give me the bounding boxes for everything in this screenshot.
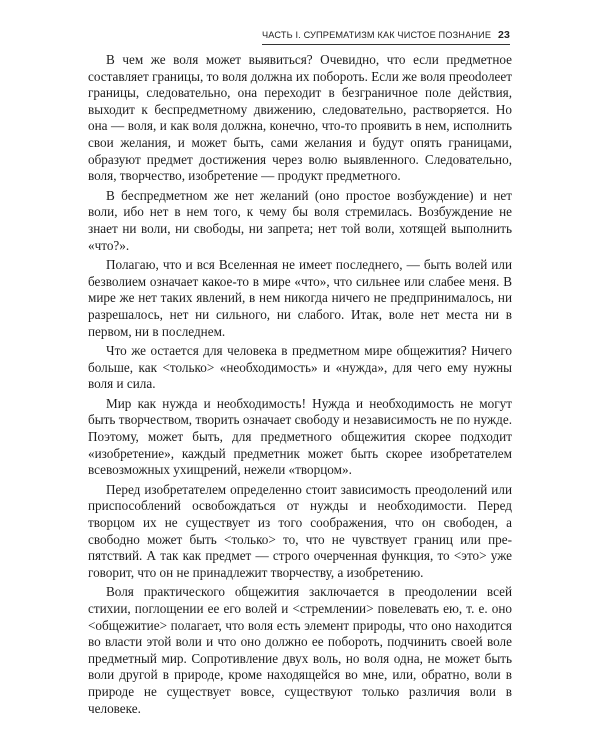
paragraph: Перед изобретателем определенно стоит зависимость преодолений или приспособлений освобождаться от нужды и необходимости. Перед творцом их не существует из того соображения, что он свободен, а свободно может быть <только> то, что не чувствует границ или препятствий. А так как предмет — строго очерченная функция, то <это> уже говорит, что он не принадлежит творчеству, а изобретению. xyxy=(88,481,512,580)
header-divider xyxy=(262,44,510,45)
paragraph: В чем же воля может выявиться? Очевидно, что если предметное составляет границы, то воля должна их побороть. Если же воля преоdолеет границы, следовательно, она переходит в безграничное поле действия, выходит к беспредметному движению, следовательно, растворяется. Но она — воля, и как воля должна, конечно, что-то проявить в нем, исполнить свои желания, и может быть, сами желания и будут опять границами, образуют предмет достижения через волю выявленного. Следовательно, воля, творчество, изобретение — продукт предметного. xyxy=(88,52,512,184)
paragraph: Полагаю, что и вся Вселенная не имеет последнего, — быть волей или безволием означает какое-то в мире «что», что сильнее или слабее меня. В мире же нет таких явлений, в нем никогда ничего не предпринималось, ни разрешалось, нет ни сильного, ни слабого. Итак, воле нет места ни в первом, ни в последнем. xyxy=(88,257,512,339)
chapter-title: ЧАСТЬ I. СУПРЕМАТИЗМ КАК ЧИСТОЕ ПОЗНАНИЕ xyxy=(262,30,492,40)
paragraph: Воля практического общежития заключается в преодолении всей стихии, поглощении ее его волей и <стремлении> повелевать ею, т. е. оно <общежитие> полагает, что воля есть элемент природы, что оно находится во власти этой воли и что оно должно ее побороть, подчинить своей воле предметный мир. Сопротивление двух воль, но воля одна, не может быть воли другой в природе, кроме находящейся во мне, или, обратно, воли в природе не существует вовсе, существуют только различия воли в человеке. xyxy=(88,584,512,716)
running-header xyxy=(262,30,510,42)
paragraph: В беспредметном же нет желаний (оно простое возбуждение) и нет воли, ибо нет в нем того, к чему бы воля стремилась. Возбуждение не знает ни воли, ни свободы, ни запрета; нет той воли, хотящей выполнить «что?». xyxy=(88,187,512,253)
paragraph: Что же остается для человека в предметном мире общежития? Ничего больше, как <только> «необходимость» и «нужда», для чего ему нужны воля и сила. xyxy=(88,343,512,392)
body-text xyxy=(88,52,512,720)
page-number: 23 xyxy=(498,29,510,41)
paragraph: Мир как нужда и необходимость! Нужда и необходимость не могут быть творчеством, творить означает свободу и независимость не по нужде. Поэтому, может быть, для предметного общежития скорее подходит «изобретение», каждый предметник может быть скорее изобретателем всевозможных ухищрений, нежели «творцом». xyxy=(88,395,512,478)
